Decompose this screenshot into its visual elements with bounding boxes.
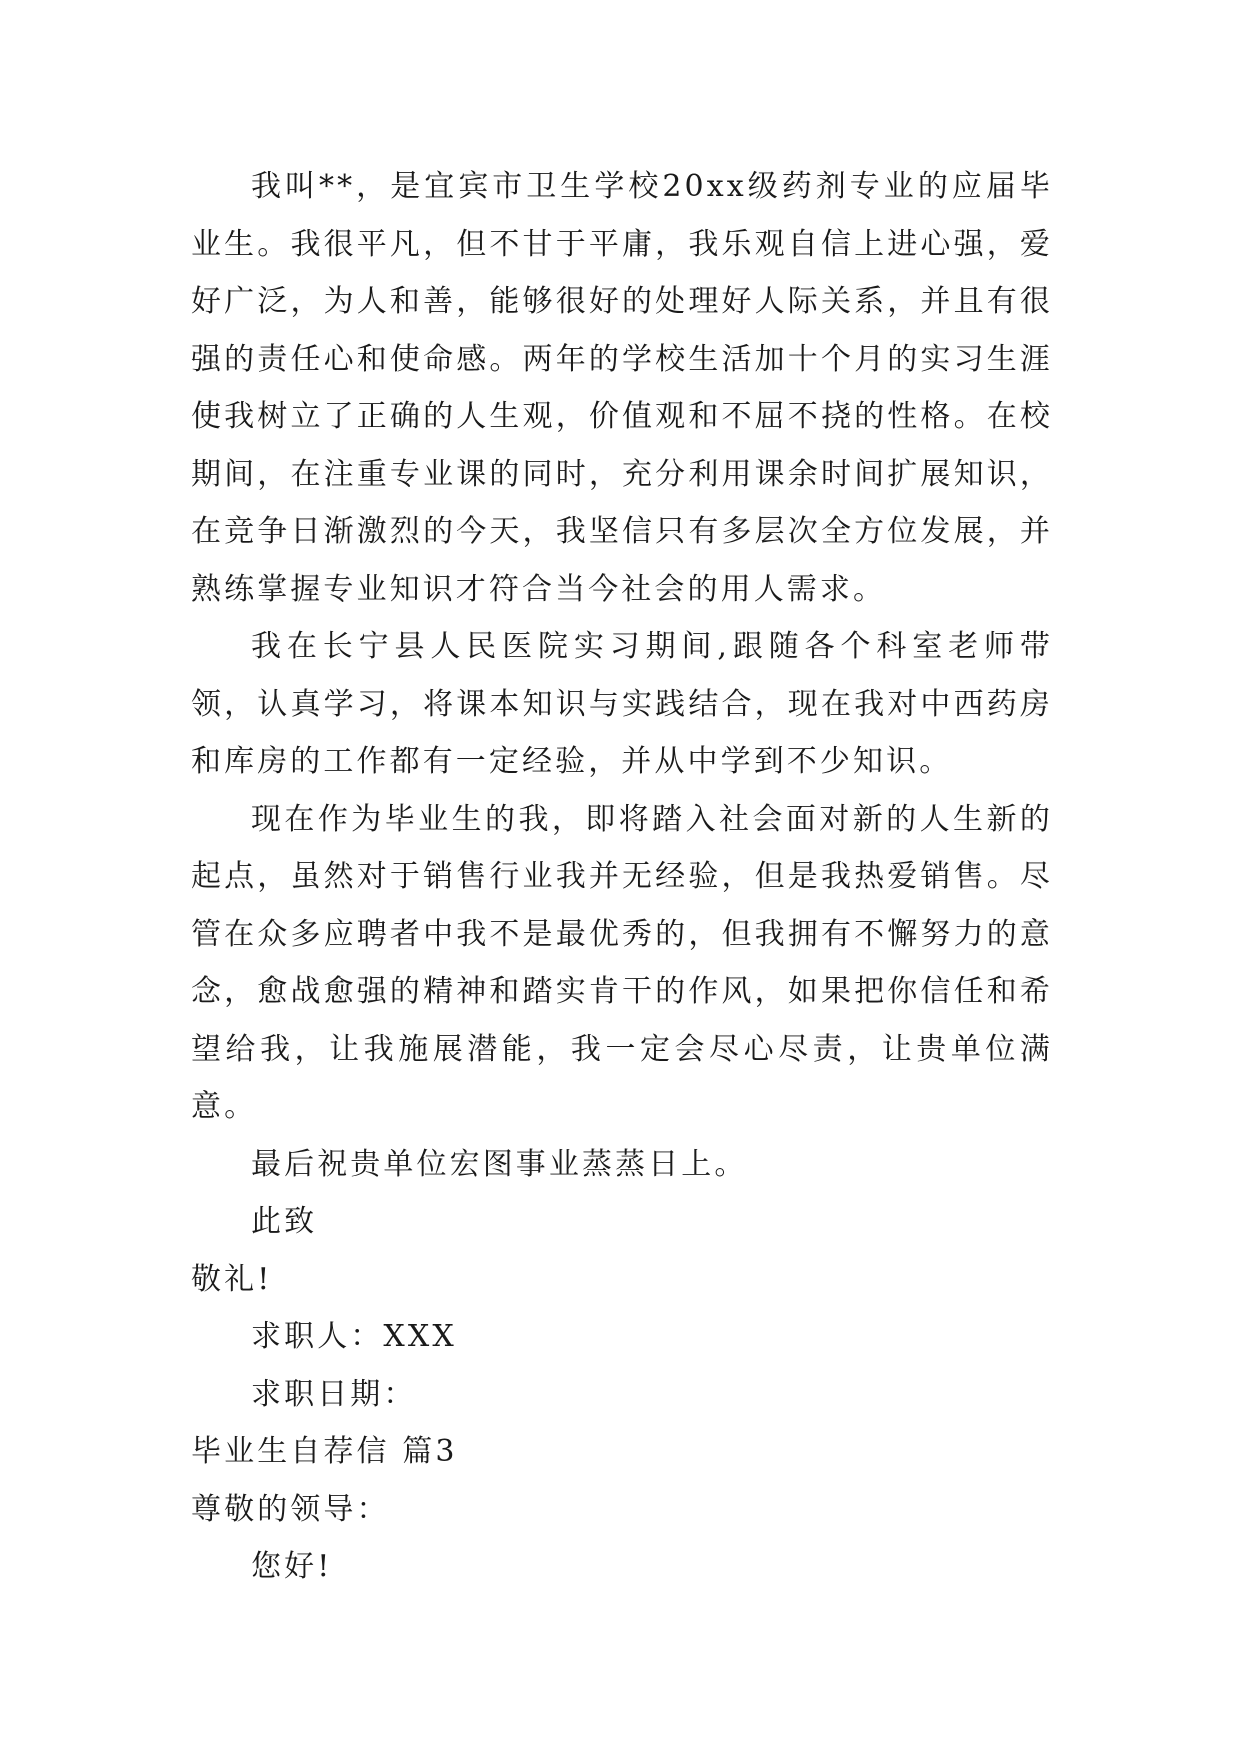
paragraph-internship: 我在长宁县人民医院实习期间,跟随各个科室老师带领，认真学习，将课本知识与实践结合，现在我对中西药房和库房的工作都有一定经验，并从中学到不少知识。 <box>191 629 1053 779</box>
paragraph-aspiration: 现在作为毕业生的我，即将踏入社会面对新的人生新的起点，虽然对于销售行业我并无经验，但是我热爱销售。尽管在众多应聘者中我不是最优秀的，但我拥有不懈努力的意念，愈战愈强的精神和踏实肯干的作风，如果把你信任和希望给我，让我施展潜能，我一定会尽心尽责，让贵单位满意。 <box>191 801 1053 1124</box>
document-page <box>191 158 1053 1596</box>
section-title: 毕业生自荐信 篇3 <box>191 1434 458 1469</box>
paragraph-wishes: 最后祝贵单位宏图事业蒸蒸日上。 <box>251 1146 748 1182</box>
greeting: 您好! <box>251 1549 333 1584</box>
applicant-name: 求职人：XXX <box>251 1319 457 1354</box>
closing-cizhi: 此致 <box>251 1204 318 1239</box>
salutation: 尊敬的领导： <box>191 1491 390 1527</box>
application-date: 求职日期： <box>251 1376 417 1412</box>
closing-jingli: 敬礼! <box>191 1261 273 1297</box>
paragraph-intro: 我叫**，是宜宾市卫生学校20xx级药剂专业的应届毕业生。我很平凡，但不甘于平庸，我乐观自信上进心强，爱好广泛，为人和善，能够很好的处理好人际关系，并且有很强的责任心和使命感。两年的学校生活加十个月的实习生涯使我树立了正确的人生观，价值观和不屈不挠的性格。在校期间，在注重专业课的同时，充分利用课余时间扩展知识，在竞争日渐激烈的今天，我坚信只有多层次全方位发展，并熟练掌握专业知识才符合当今社会的用人需求。 <box>191 169 1053 607</box>
